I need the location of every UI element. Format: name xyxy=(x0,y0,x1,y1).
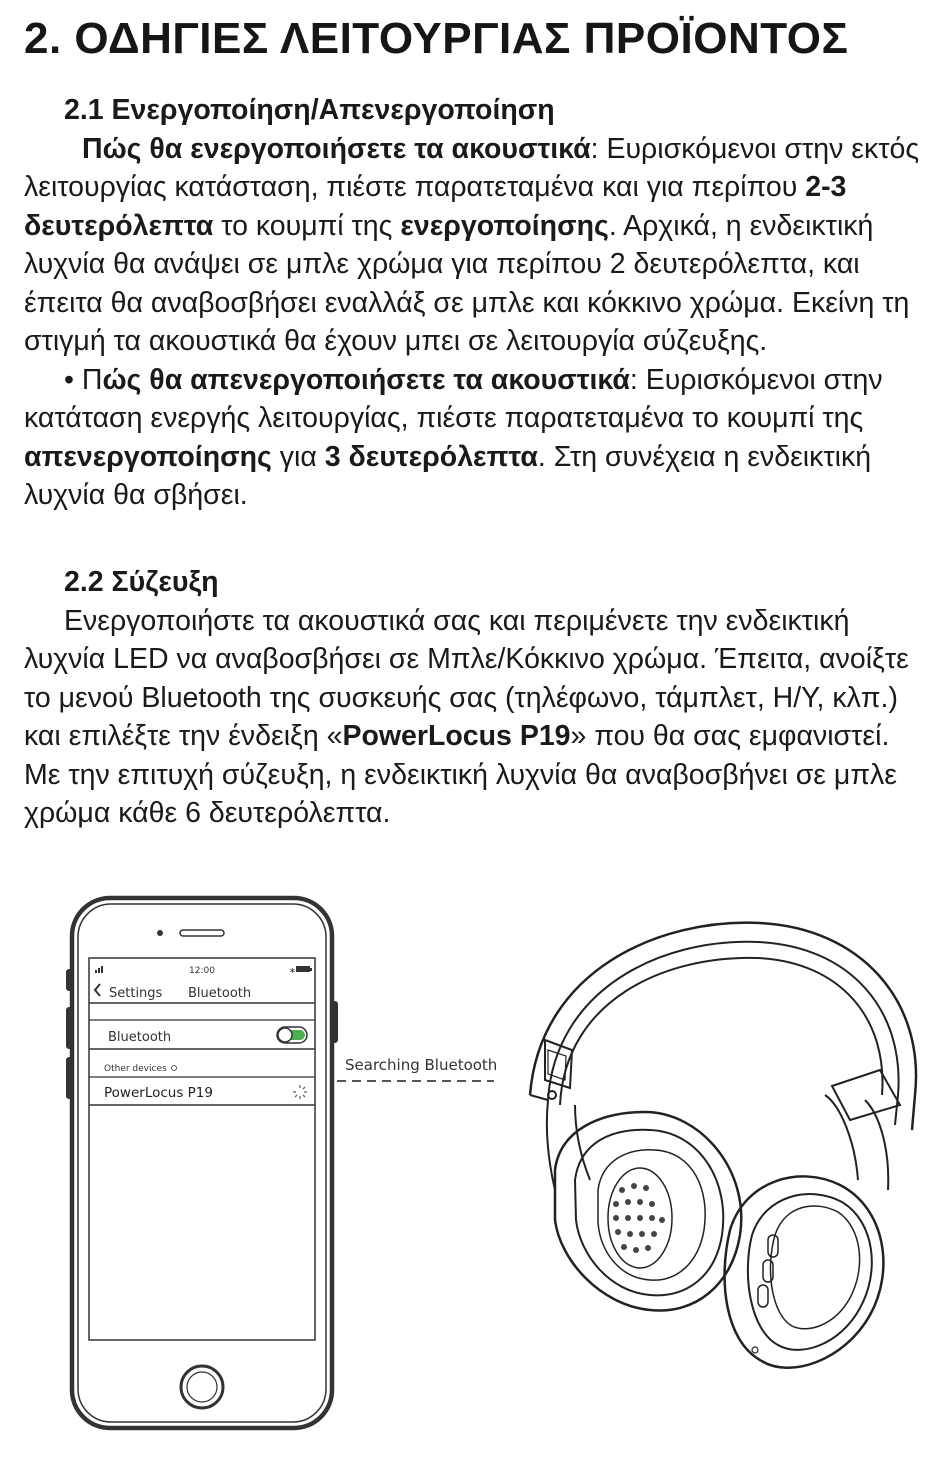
power-on-duration: 2-3 δευτερόλεπτα xyxy=(24,171,847,242)
back-button-label[interactable]: Settings xyxy=(109,986,163,1001)
phone-side-button xyxy=(67,970,73,990)
left-grille-holes xyxy=(613,1183,665,1253)
device-list-item[interactable]: PowerLocus P19 xyxy=(104,1085,213,1101)
section-pairing xyxy=(24,563,929,833)
loading-spinner-icon xyxy=(293,1085,307,1099)
power-on-text-2: το κουμπί της xyxy=(213,209,401,242)
power-off-bullet: • Π xyxy=(64,363,103,396)
power-off-button: απενεργοποίησης xyxy=(24,440,272,473)
phone-volume-down xyxy=(67,1058,73,1098)
power-off-text-2: για xyxy=(271,440,325,473)
other-devices-label: Other devices xyxy=(104,1064,167,1074)
pairing-paragraph xyxy=(24,602,929,833)
phone-illustration xyxy=(67,898,337,1428)
power-off-text-1: : Ευρισκόμενοι στην κατάταση ενεργής λειτουργίας, πιέστε παρατεταμένα το κουμπί της xyxy=(24,363,883,434)
pairing-text-2: » που θα σας εμφανιστεί. Με την επιτυχή σύζευξη, η ενδεικτική λυχνία θα αναβοσβήνει σε μπλε χρώμα κάθε 6 δευτερόλεπτα. xyxy=(24,720,897,829)
volume-down-button xyxy=(758,1285,768,1307)
phone-time: 12:00 xyxy=(189,966,215,976)
power-off-label: ώς θα απενεργοποιήσετε τα ακουστικά xyxy=(102,363,630,396)
signal-icon xyxy=(95,966,103,973)
section-power xyxy=(24,91,929,515)
pairing-text-1: Ενεργοποιήστε τα ακουστικά σας και περιμένετε την ενδεικτική λυχνία LED να αναβοσβήσει σε Μπλε/Κόκκινο χρώμα. Έπειτα, ανοίξτε το μενού Bluetooth της συσκευής σας (τηλέφωνο, τάμπλετ, Η/Υ, κλπ.) και επιλέξτε την ένδειξη « xyxy=(24,604,909,752)
power-off-text-3: . Στη συνέχεια η ενδεικτική λυχνία θα σβήσει. xyxy=(24,440,872,511)
power-on-text-1: : Ευρισκόμενοι στην εκτός λειτουργίας κατάσταση, πιέστε παρατεταμένα και για περίπου xyxy=(24,132,920,203)
screen-title: Bluetooth xyxy=(188,986,252,1001)
pairing-device-name: PowerLocus P19 xyxy=(342,720,571,752)
headphones-illustration xyxy=(530,923,916,1368)
power-on-button: ενεργοποίησης xyxy=(400,209,609,242)
section-1-heading: 2.1 Ενεργοποίηση/Απενεργοποίηση xyxy=(64,94,555,126)
power-off-paragraph xyxy=(24,361,929,515)
bluetooth-status-icon: ∗ xyxy=(289,966,296,975)
phone-body xyxy=(72,898,332,1428)
power-on-paragraph xyxy=(24,130,929,361)
phone-camera xyxy=(157,930,163,936)
phone-screen xyxy=(89,958,315,1340)
pairing-illustration xyxy=(0,890,950,1450)
led-indicator xyxy=(752,1347,758,1353)
info-icon xyxy=(172,1066,177,1071)
searching-bluetooth-label: Searching Bluetooth xyxy=(345,1056,498,1074)
bluetooth-toggle[interactable] xyxy=(277,1027,307,1043)
power-off-duration: 3 δευτερόλεπτα xyxy=(324,440,538,473)
page-title: 2. ΟΔΗΓΙΕΣ ΛΕΙΤΟΥΡΓΙΑΣ ΠΡΟΪΟΝΤΟΣ xyxy=(24,14,849,63)
power-on-text-3: . Αρχικά, η ενδεικτική λυχνία θα ανάψει σε μπλε χρώμα για περίπου 2 δευτερόλεπτα, και έπειτα θα αναβοσβήσει εναλλάξ σε μπλε και κόκκινο χρώμα. Εκείνη τη στιγμή τα ακουστικά θα έχουν μπει σε λειτουργία σύζευξης. xyxy=(24,209,910,357)
back-chevron-icon[interactable] xyxy=(95,984,100,996)
power-on-label: Πώς θα ενεργοποιήσετε τα ακουστικά xyxy=(82,132,591,165)
section-2-heading: 2.2 Σύζευξη xyxy=(64,566,219,598)
phone-power-button xyxy=(331,1002,337,1042)
phone-speaker xyxy=(180,930,224,936)
right-hinge xyxy=(832,1070,900,1120)
left-ear-cup xyxy=(555,1112,741,1311)
phone-volume-up xyxy=(67,1008,73,1048)
battery-icon xyxy=(289,966,312,975)
bluetooth-toggle-label: Bluetooth xyxy=(108,1030,172,1045)
